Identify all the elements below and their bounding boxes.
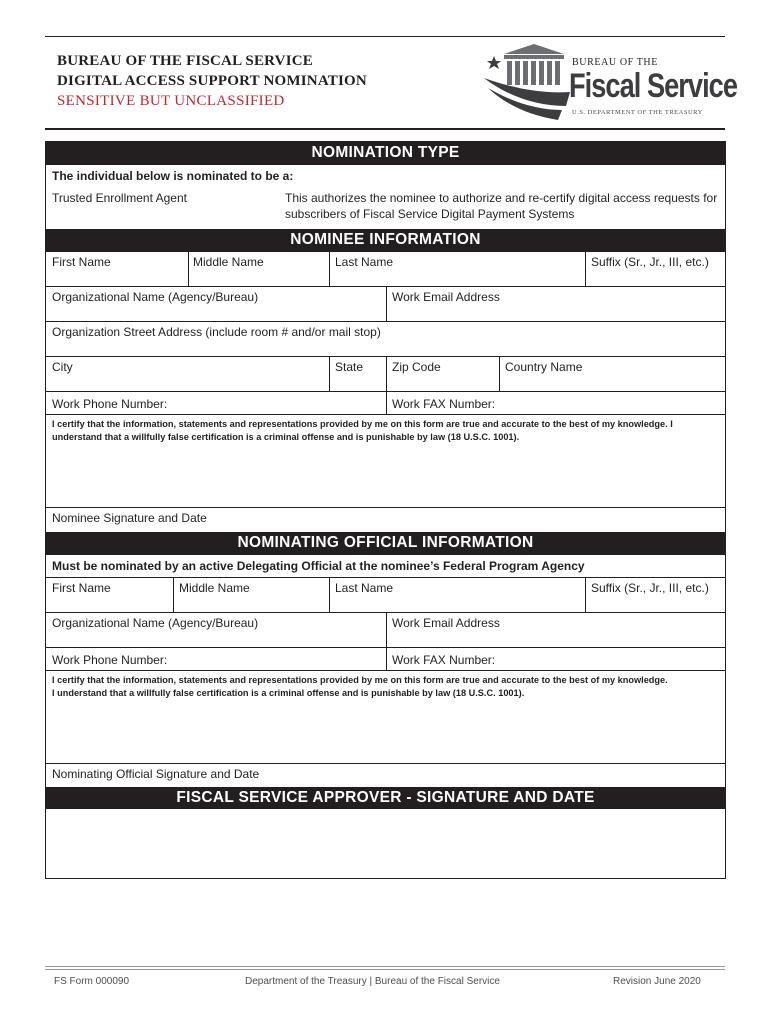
official-work-phone-field[interactable]: Work Phone Number:	[52, 653, 168, 667]
role-trusted-enrollment-agent: Trusted Enrollment Agent	[52, 191, 187, 205]
official-intro: Must be nominated by an active Delegating Official at the nominee’s Federal Program Agency	[52, 559, 585, 573]
nominee-first-name-field[interactable]: First Name	[52, 255, 111, 269]
role-description: This authorizes the nominee to authorize and re-certify digital access requests for subscribers of Fiscal Service Digital Payment Systems	[285, 191, 718, 221]
nominee-state-field[interactable]: State	[335, 360, 364, 374]
nominee-work-phone-field[interactable]: Work Phone Number:	[52, 397, 168, 411]
nomination-intro: The individual below is nominated to be a:	[52, 169, 294, 183]
sensitivity-label: SENSITIVE BUT UNCLASSIFIED	[57, 93, 285, 109]
official-last-name-field[interactable]: Last Name	[335, 581, 394, 595]
official-certification-line1: I certify that the information, statements and representations provided by me on this form are true and accurate to the best of my knowledge.	[52, 675, 668, 685]
nominee-org-name-field[interactable]: Organizational Name (Agency/Bureau)	[52, 290, 259, 304]
approver-header: FISCAL SERVICE APPROVER - SIGNATURE AND DATE	[46, 787, 725, 809]
nominee-information-header: NOMINEE INFORMATION	[46, 229, 725, 251]
nominee-work-fax-field[interactable]: Work FAX Number:	[392, 397, 496, 411]
nomination-type-header: NOMINATION TYPE	[46, 142, 725, 164]
official-signature-date-field[interactable]: Nominating Official Signature and Date	[52, 767, 260, 781]
nominee-last-name-field[interactable]: Last Name	[335, 255, 394, 269]
logo-fiscal-service-text: Fiscal Service	[569, 67, 738, 105]
footer-revision: Revision June 2020	[613, 976, 701, 987]
approver-signature-area[interactable]	[46, 809, 725, 878]
header-rule	[45, 128, 725, 130]
logo-department-text: U.S. DEPARTMENT OF THE TREASURY	[572, 109, 703, 116]
nominee-certification-text: I certify that the information, statements and representations provided by me on this form are true and accurate to the best of my knowledge. I understand that a willfully false certification is a criminal offense and is punishable by law (18 U.S.C. 1001).	[52, 419, 673, 442]
header-bureau-title: BUREAU OF THE FISCAL SERVICE	[57, 53, 313, 69]
nominee-signature-date-field[interactable]: Nominee Signature and Date	[52, 511, 207, 525]
nominee-city-field[interactable]: City	[52, 360, 73, 374]
footer-form-number: FS Form 000090	[54, 976, 130, 987]
header-form-title: DIGITAL ACCESS SUPPORT NOMINATION	[57, 73, 367, 89]
official-certification-line2: I understand that a willfully false certification is a criminal offense and is punishable by law (18 U.S.C. 1001).	[52, 688, 525, 698]
footer-department: Department of the Treasury | Bureau of the Fiscal Service	[245, 976, 500, 987]
official-work-fax-field[interactable]: Work FAX Number:	[392, 653, 496, 667]
official-org-name-field[interactable]: Organizational Name (Agency/Bureau)	[52, 616, 259, 630]
nomination-form	[45, 141, 726, 879]
nominee-suffix-field[interactable]: Suffix (Sr., Jr., III, etc.)	[591, 255, 709, 269]
nominee-middle-name-field[interactable]: Middle Name	[193, 255, 264, 269]
official-first-name-field[interactable]: First Name	[52, 581, 111, 595]
official-suffix-field[interactable]: Suffix (Sr., Jr., III, etc.)	[591, 581, 709, 595]
top-rule	[45, 36, 725, 37]
nominee-zip-code-field[interactable]: Zip Code	[392, 360, 441, 374]
nominee-work-email-field[interactable]: Work Email Address	[392, 290, 500, 304]
nominee-country-field[interactable]: Country Name	[505, 360, 583, 374]
official-middle-name-field[interactable]: Middle Name	[179, 581, 250, 595]
nominee-street-address-field[interactable]: Organization Street Address (include room # and/or mail stop)	[52, 325, 381, 339]
logo-bureau-text: BUREAU OF THE	[572, 57, 658, 68]
official-work-email-field[interactable]: Work Email Address	[392, 616, 500, 630]
nominating-official-header: NOMINATING OFFICIAL INFORMATION	[46, 532, 725, 554]
